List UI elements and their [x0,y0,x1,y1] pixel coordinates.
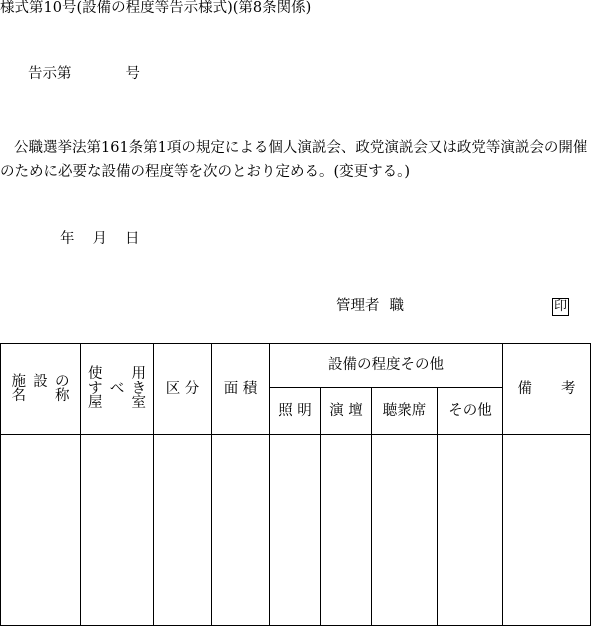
room-line-2: す べ き [88,380,146,397]
header-area: 面 積 [212,344,270,435]
date-year: 年 [60,231,75,247]
header-remarks: 備 考 [503,344,591,435]
form-title: 様式第10号(設備の程度等告示様式)(第8条関係) [0,0,312,16]
notice-number-line [28,67,140,82]
header-room [81,344,154,435]
date-month: 月 [92,231,107,247]
administrator-line [336,299,404,314]
cell-facility-name[interactable] [1,435,81,626]
facility-name-line-1: 施 設 の [11,373,70,390]
table-row [1,435,591,626]
cell-room[interactable] [81,435,154,626]
header-seating: 聴衆席 [372,388,438,435]
header-lighting: 照 明 [270,388,321,435]
cell-seating[interactable] [372,435,438,626]
cell-remarks[interactable] [503,435,591,626]
header-division: 区 分 [154,344,212,435]
administrator-label: 管理者 [336,298,380,314]
header-other: その他 [438,388,503,435]
date-day: 日 [125,231,140,247]
header-facility-name [1,344,81,435]
notice-label: 告示第 [28,66,72,82]
administrator-position: 職 [389,298,404,314]
facility-name-line-2: 名 称 [11,388,70,404]
date-line [60,232,140,247]
cell-other[interactable] [438,435,503,626]
cell-stage[interactable] [321,435,372,626]
room-line-1: 使 用 [88,366,146,383]
header-equipment: 設備の程度その他 [270,344,503,388]
room-line-3: 屋 室 [88,395,146,412]
header-stage: 演 壇 [321,388,372,435]
notice-body-text: 公職選挙法第161条第1項の規定による個人演説会、政党演説会又は政党等演説会の開催のために必要な設備の程度等を次のとおり定める。(変更する。) [0,140,588,180]
cell-lighting[interactable] [270,435,321,626]
seal-mark: 印 [553,299,567,314]
equipment-table [0,343,591,626]
cell-area[interactable] [212,435,270,626]
cell-division[interactable] [154,435,212,626]
notice-number-suffix: 号 [125,66,140,82]
